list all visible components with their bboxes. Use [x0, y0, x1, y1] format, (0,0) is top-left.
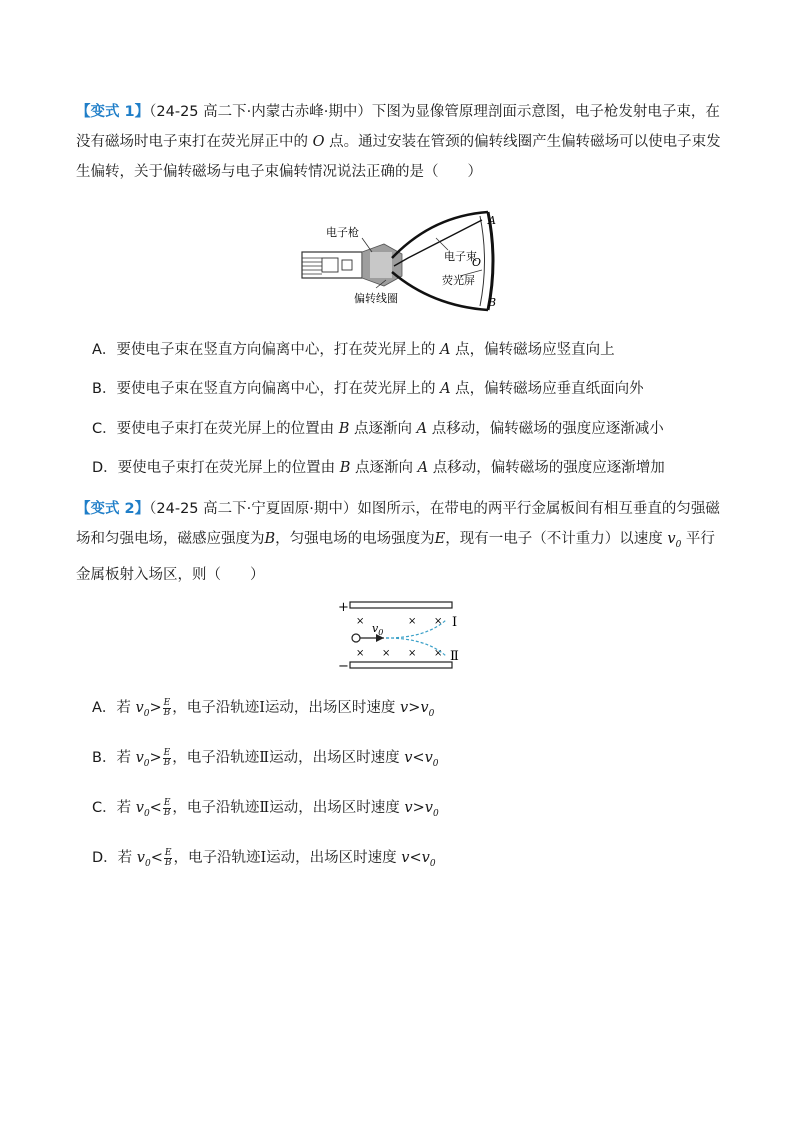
- label-o: O: [472, 256, 482, 269]
- label-beam: 电子束: [444, 250, 477, 263]
- field-cross: ×: [408, 648, 417, 659]
- velocity-label: $v_0$: [372, 622, 384, 637]
- fraction-e-over-b: $\frac{E}{B}$: [163, 797, 171, 818]
- q2-option-d[interactable]: D．若 $v_0<$ $\frac{E}{B}$ ，电子沿轨迹Ⅰ运动，出场区时速度 $v<v_0$: [92, 847, 436, 869]
- minus-sign: −: [338, 659, 349, 674]
- fraction-e-over-b: $\frac{E}{B}$: [163, 697, 171, 718]
- label-a: A: [488, 214, 496, 227]
- q2-option-c[interactable]: C．若 $v_0<$ $\frac{E}{B}$ ，电子沿轨迹Ⅱ运动，出场区时速度 $v>v_0$: [92, 797, 439, 819]
- track-1-label: Ⅰ: [452, 615, 458, 630]
- q1-option-d[interactable]: D．要使电子束打在荧光屏上的位置由 B 点逐渐向 A 点移动，偏转磁场的强度应逐渐增加: [92, 460, 665, 476]
- bottom-plate: [350, 662, 452, 668]
- field-cross: ×: [408, 616, 417, 627]
- question-2-tag: 【变式 2】: [76, 501, 150, 517]
- q1-option-c[interactable]: C．要使电子束打在荧光屏上的位置由 B 点逐渐向 A 点移动，偏转磁场的强度应逐渐减小: [92, 421, 664, 437]
- field-cross: ×: [434, 616, 443, 627]
- fraction-e-over-b: $\frac{E}{B}$: [163, 747, 171, 768]
- label-coil: 偏转线圈: [354, 292, 398, 305]
- question-1-text-a: 下图为显像管原理剖面示意图，电子枪发射电子束，在没有磁场时电子束打在荧光屏正中的: [76, 104, 720, 150]
- electron: [352, 634, 360, 642]
- label-b: B: [488, 296, 497, 309]
- question-2-stem: 【变式 2】（24-25 高二下·宁夏固原·期中）如图所示，在带电的两平行金属板间有相互垂直的匀强磁场和匀强电场，磁感应强度为B，匀强电场的电场强度为E，现有一电子（不计重力）以速度 $v_0$ 平行金属板射入场区，则（ ）: [76, 501, 720, 583]
- question-1-source: （24-25 高二下·内蒙古赤峰·期中）: [149, 104, 372, 120]
- q2-option-b[interactable]: B．若 $v_0>$ $\frac{E}{B}$ ，电子沿轨迹Ⅱ运动，出场区时速度 $v<v_0$: [92, 747, 439, 769]
- label-gun: 电子枪: [326, 226, 359, 239]
- question-1-stem: [76, 97, 726, 187]
- q1-option-a[interactable]: A．要使电子束在竖直方向偏离中心，打在荧光屏上的 A 点，偏转磁场应竖直向上: [92, 342, 615, 358]
- field-cross: ×: [356, 616, 365, 627]
- question-1-text-b: 点。通过安装在管颈的偏转线圈产生偏转磁场可以使电子束发生偏转，关于偏转磁场与电子束偏转情况说法正确的是（ ）: [76, 134, 721, 180]
- track-2-label: Ⅱ: [450, 649, 459, 664]
- q2-option-a[interactable]: A．若 $v_0>$ $\frac{E}{B}$ ，电子沿轨迹Ⅰ运动，出场区时速度 $v>v_0$: [92, 697, 435, 719]
- field-cross: ×: [434, 648, 443, 659]
- point-o-ref: O: [312, 134, 325, 150]
- question-2-source: （24-25 高二下·宁夏固原·期中）: [149, 501, 358, 517]
- top-plate: [350, 602, 452, 608]
- fraction-e-over-b: $\frac{E}{B}$: [164, 847, 172, 868]
- question-1-tag: 【变式 1】: [76, 104, 150, 120]
- plates-diagram: [336, 598, 476, 674]
- label-screen: 荧光屏: [442, 274, 475, 287]
- field-cross: ×: [356, 648, 365, 659]
- q1-option-b[interactable]: B．要使电子束在竖直方向偏离中心，打在荧光屏上的 A 点，偏转磁场应垂直纸面向外: [92, 381, 644, 397]
- plus-sign: +: [338, 600, 349, 615]
- crt-diagram: [292, 206, 512, 318]
- field-cross: ×: [382, 648, 391, 659]
